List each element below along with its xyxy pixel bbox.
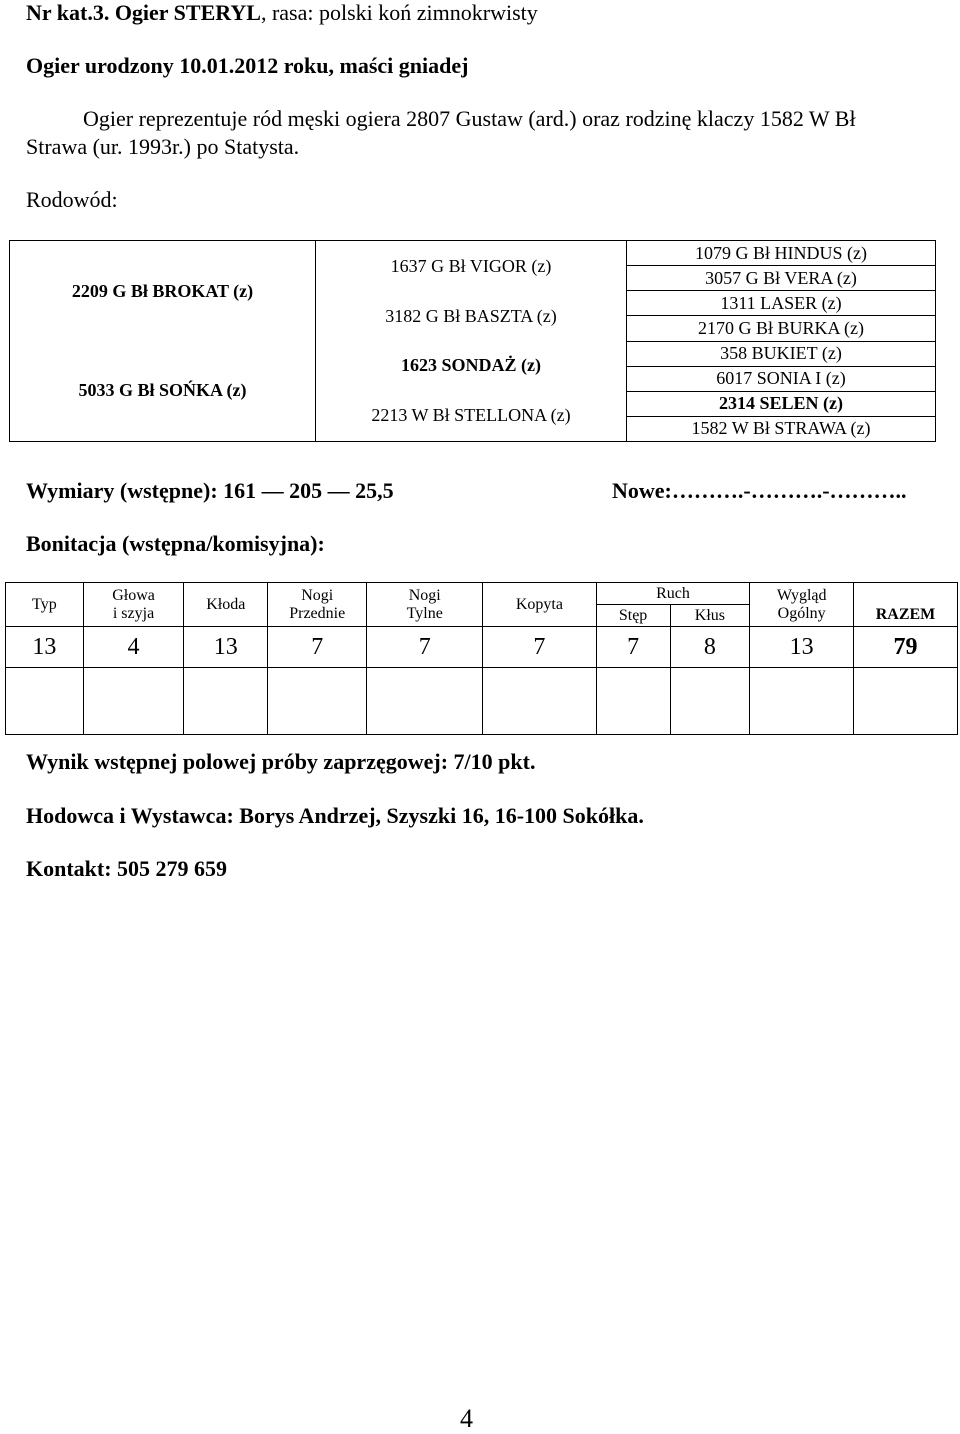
empty-cell	[670, 668, 750, 735]
empty-cell	[268, 668, 367, 735]
lineage-line-2: Strawa (ur. 1993r.) po Statysta.	[26, 134, 300, 159]
great-grandparent-8: 1582 W Bł STRAWA (z)	[691, 418, 871, 439]
score-klus: 8	[670, 627, 750, 668]
bonitation-label: Bonitacja (wstępna/komisyjna):	[26, 531, 325, 556]
page-title	[26, 0, 538, 26]
header-klus: Kłus	[670, 605, 750, 627]
grandparent-2: 3182 G Bł BASZTA (z)	[385, 305, 557, 326]
header-glowa-line2: i szyja	[112, 604, 155, 622]
score-step: 7	[596, 627, 670, 668]
great-grandparent-1: 1079 G Bł HINDUS (z)	[627, 241, 935, 266]
breeder-info: Hodowca i Wystawca: Borys Andrzej, Szyszki 16, 16-100 Sokółka.	[26, 803, 644, 828]
header-razem: RAZEM	[854, 583, 958, 627]
empty-cell	[750, 668, 854, 735]
great-grandparent-5: 358 BUKIET (z)	[627, 342, 935, 367]
contact-info: Kontakt: 505 279 659	[26, 856, 228, 881]
header-ruch: Ruch	[596, 583, 750, 605]
grandparent-4: 2213 W Bł STELLONA (z)	[371, 404, 571, 425]
header-typ: Typ	[6, 583, 84, 627]
measurements-label: Wymiary (wstępne): 161 — 205 — 25,5	[26, 478, 394, 503]
empty-cell	[483, 668, 596, 735]
great-grandparent-4: 2170 G Bł BURKA (z)	[627, 316, 935, 341]
header-kloda: Kłoda	[184, 583, 268, 627]
dam: 5033 G Bł SOŃKA (z)	[78, 380, 247, 400]
bonitation-table	[5, 582, 958, 735]
header-nogi-przednie	[268, 583, 367, 627]
birth-info: Ogier urodzony 10.01.2012 roku, maści gniadej	[26, 53, 469, 78]
header-wyglad-line1: Wygląd	[776, 586, 827, 604]
empty-cell	[854, 668, 958, 735]
great-grandparent-6: 6017 SONIA I (z)	[627, 367, 935, 392]
trial-result: Wynik wstępnej polowej próby zaprzęgowej: 7/10 pkt.	[26, 749, 536, 774]
pedigree-grandparents-cell	[316, 241, 627, 442]
header-nogi-tylne-line1: Nogi	[408, 586, 441, 604]
sire: 2209 G Bł BROKAT (z)	[71, 281, 254, 301]
score-nogi-przednie: 7	[268, 627, 367, 668]
score-kloda: 13	[184, 627, 268, 668]
header-wyglad-line2: Ogólny	[777, 604, 826, 622]
header-nogi-tylne-line2: Tylne	[406, 604, 443, 622]
empty-cell	[6, 668, 84, 735]
score-nogi-tylne: 7	[367, 627, 483, 668]
measurements-new: Nowe:……….-……….-………..	[612, 478, 907, 503]
pedigree-parents-cell	[10, 241, 316, 442]
header-wyglad	[750, 583, 854, 627]
title-rest: , rasa: polski koń zimnokrwisty	[260, 0, 538, 25]
grandparent-1: 1637 G Bł VIGOR (z)	[390, 256, 552, 277]
great-grandparent-3: 1311 LASER (z)	[627, 291, 935, 316]
header-nogi-przednie-line1: Nogi	[301, 586, 334, 604]
score-typ: 13	[6, 627, 84, 668]
empty-cell	[83, 668, 184, 735]
header-kopyta: Kopyta	[483, 583, 596, 627]
pedigree-great-grandparents-cell	[627, 241, 936, 442]
pedigree-label: Rodowód:	[26, 187, 118, 212]
page-number: 4	[460, 1404, 473, 1433]
header-nogi-tylne	[367, 583, 483, 627]
header-step: Stęp	[596, 605, 670, 627]
empty-cell	[184, 668, 268, 735]
great-grandparent-2: 3057 G Bł VERA (z)	[627, 266, 935, 291]
empty-cell	[596, 668, 670, 735]
score-wyglad: 13	[750, 627, 854, 668]
score-glowa: 4	[83, 627, 184, 668]
lineage-line-1: Ogier reprezentuje ród męski ogiera 2807 Gustaw (ard.) oraz rodzinę klaczy 1582 W Bł	[83, 106, 856, 131]
pedigree-table	[9, 240, 936, 442]
header-nogi-przednie-line2: Przednie	[289, 604, 346, 622]
grandparent-3: 1623 SONDAŻ (z)	[401, 355, 541, 376]
title-bold: Nr kat.3. Ogier STERYL	[26, 0, 261, 25]
score-kopyta: 7	[483, 627, 596, 668]
header-glowa-line1: Głowa	[112, 586, 155, 604]
header-glowa	[83, 583, 184, 627]
score-razem: 79	[854, 627, 958, 668]
great-grandparent-7: 2314 SELEN (z)	[627, 392, 935, 417]
empty-cell	[367, 668, 483, 735]
